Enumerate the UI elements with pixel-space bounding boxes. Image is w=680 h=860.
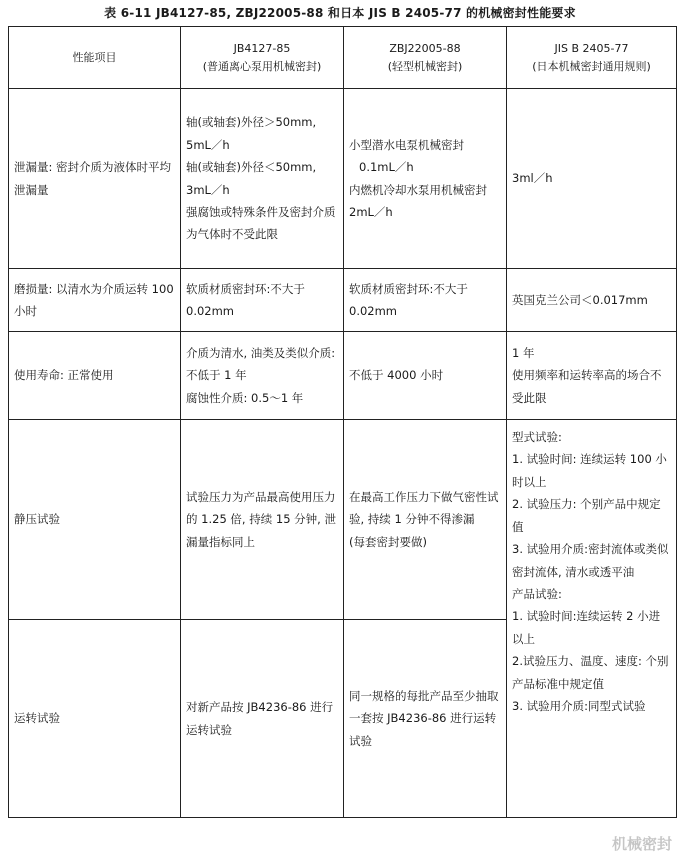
header-item: 性能项目 (9, 27, 181, 89)
header-row (9, 27, 677, 89)
header-jis: JIS B 2405-77 (日本机械密封通用规则) (507, 27, 677, 89)
item-run: 运转试验 (9, 620, 181, 818)
wear-jis: 英国克兰公司＜0.017mm (507, 269, 677, 332)
item-life: 使用寿命: 正常使用 (9, 332, 181, 420)
table-row (9, 89, 677, 269)
watermark: 机械密封 (611, 835, 672, 853)
item-static: 静压试验 (9, 420, 181, 620)
table-row (9, 420, 677, 620)
leak-jb4127: 轴(或轴套)外径＞50mm, 5mL／h 轴(或轴套)外径＜50mm, 3mL／h 强腐蚀或特殊条件及密封介质为气体时不受此限 (181, 89, 344, 269)
table-row (9, 269, 677, 332)
wear-zbj22005: 软质材质密封环:不大于 0.02mm (344, 269, 507, 332)
run-jb4127: 对新产品按 JB4236-86 进行运转试验 (181, 620, 344, 818)
run-zbj22005: 同一规格的每批产品至少抽取一套按 JB4236-86 进行运转试验 (344, 620, 507, 818)
wear-jb4127: 软质材质密封环:不大于 0.02mm (181, 269, 344, 332)
life-jis: 1 年 使用频率和运转率高的场合不受此限 (507, 332, 677, 420)
header-jb4127: JB4127-85 (普通离心泵用机械密封) (181, 27, 344, 89)
leak-jis: 3ml／h (507, 89, 677, 269)
table-caption: 表 6-11 JB4127-85, ZBJ22005-88 和日本 JIS B 2405-77 的机械密封性能要求 (104, 6, 576, 20)
item-leak: 泄漏量: 密封介质为液体时平均泄漏量 (9, 89, 181, 269)
header-zbj22005: ZBJ22005-88 (轻型机械密封) (344, 27, 507, 89)
item-wear: 磨损量: 以清水为介质运转 100 小时 (9, 269, 181, 332)
table-row (9, 332, 677, 420)
life-jb4127: 介质为清水, 油类及类似介质: 不低于 1 年 腐蚀性介质: 0.5～1 年 (181, 332, 344, 420)
life-zbj22005: 不低于 4000 小时 (344, 332, 507, 420)
static-zbj22005: 在最高工作压力下做气密性试验, 持续 1 分钟不得渗漏 (每套密封要做) (344, 420, 507, 620)
static-jb4127: 试验压力为产品最高使用压力的 1.25 倍, 持续 15 分钟, 泄漏量指标同上 (181, 420, 344, 620)
tests-jis: 型式试验: 1. 试验时间: 连续运转 100 小时以上 2. 试验压力: 个别产品中规定值 3. 试验用介质:密封流体或类似密封流体, 清水或透平油 产品试验: 1. 试验时间:连续运转 2 小进以上 2.试验压力、温度、速度: 个别产品标准中规定值 3. 试验用介质:同型式试验 (507, 420, 677, 818)
performance-table (8, 26, 677, 818)
leak-zbj22005: 小型潜水电泵机械密封 0.1mL／h 内燃机冷却水泵用机械密封 2mL／h (344, 89, 507, 269)
